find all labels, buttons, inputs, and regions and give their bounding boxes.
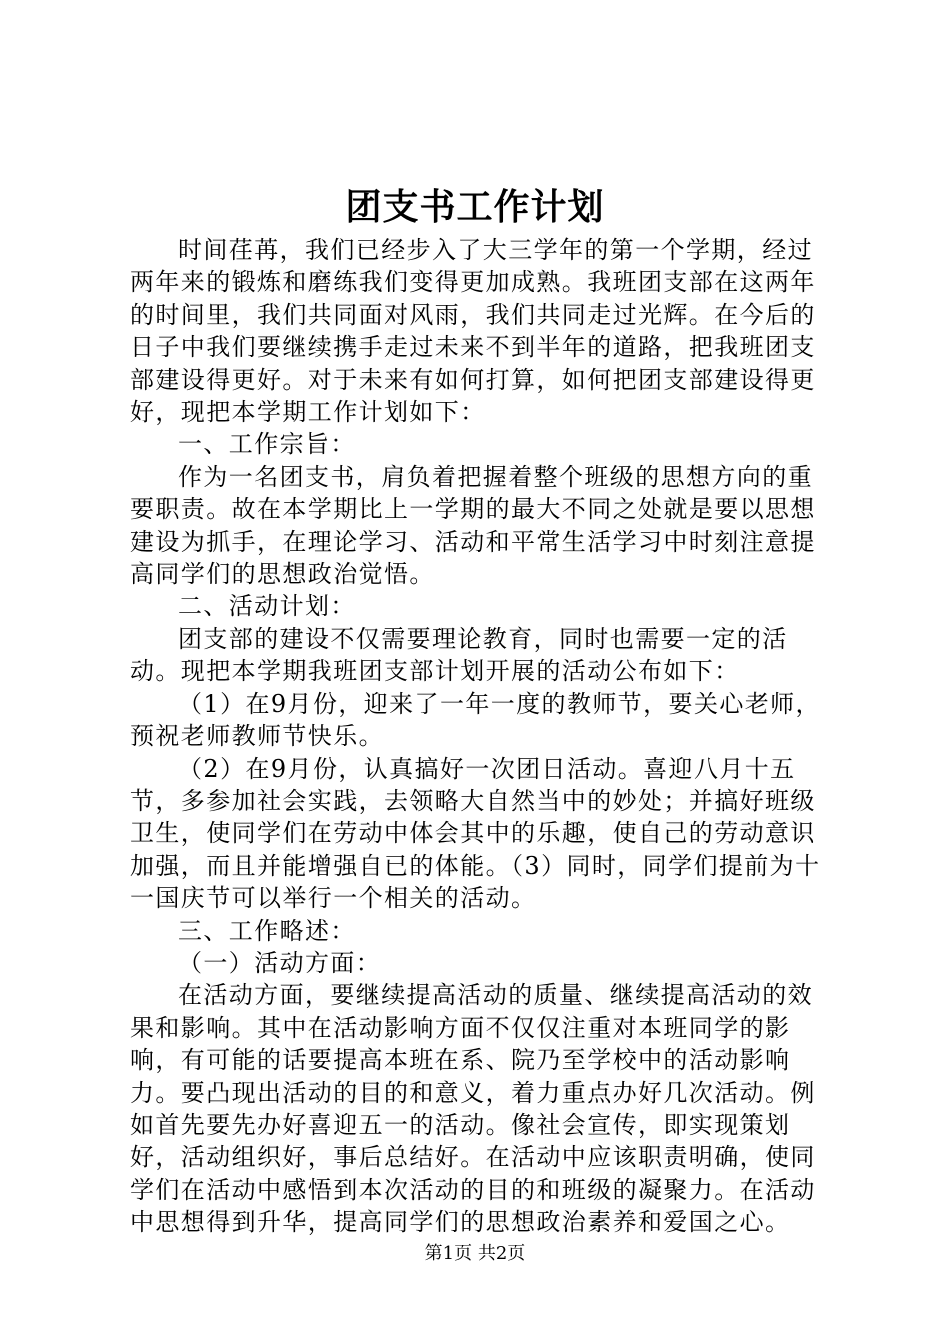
paragraph-intro: 时间荏苒，我们已经步入了大三学年的第一个学期，经过两年来的锻炼和磨练我们变得更加成熟。我班团支部在这两年的时间里，我们共同面对风雨，我们共同走过光辉。在今后的日子中我们要继续携手走过未来不到半年的道路，把我班团支部建设得更好。对于未来有如何打算，如何把团支部建设得更好，现把本学期工作计划如下：	[130, 236, 816, 427]
paragraph-activity-plan: 团支部的建设不仅需要理论教育，同时也需要一定的活动。现把本学期我班团支部计划开展的活动公布如下：	[130, 624, 788, 686]
subsection-heading-activities: （一）活动方面：	[178, 948, 382, 977]
document-body	[130, 234, 830, 1239]
section-heading-activity-plan: 二、活动计划：	[178, 592, 356, 621]
document-title: 团支书工作计划	[345, 186, 605, 228]
paragraph-activities: 在活动方面，要继续提高活动的质量、继续提高活动的效果和影响。其中在活动影响方面不仅仅注重对本班同学的影响，有可能的话要提高本班在系、院乃至学校中的活动影响力。要凸现出活动的目的和意义，着力重点办好几次活动。例如首先要先办好喜迎五一的活动。像社会宣传，即实现策划好，活动组织好，事后总结好。在活动中应该职责明确，使同学们在活动中感悟到本次活动的目的和班级的凝聚力。在活动中思想得到升华，提高同学们的思想政治素养和爱国之心。	[130, 981, 816, 1237]
list-item-plan-2: （2）在9月份，认真搞好一次团日活动。喜迎八月十五节，多参加社会实践，去领略大自然当中的妙处；并搞好班级卫生，使同学们在劳动中体会其中的乐趣，使自己的劳动意识加强，而且并能增强自已的体能。（3）同时，同学们提前为十一国庆节可以举行一个相关的活动。	[130, 754, 821, 913]
page-footer: 第1页 共2页	[424, 1243, 526, 1264]
list-item-plan-1: （1）在9月份，迎来了一年一度的教师节，要关心老师，预祝老师教师节快乐。	[130, 689, 821, 751]
section-heading-summary: 三、工作略述：	[178, 916, 356, 945]
section-heading-purpose: 一、工作宗旨：	[178, 430, 356, 459]
paragraph-purpose: 作为一名团支书，肩负着把握着整个班级的思想方向的重要职责。故在本学期比上一学期的最大不同之处就是要以思想建设为抓手，在理论学习、活动和平常生活学习中时刻注意提高同学们的思想政治觉悟。	[130, 462, 816, 589]
